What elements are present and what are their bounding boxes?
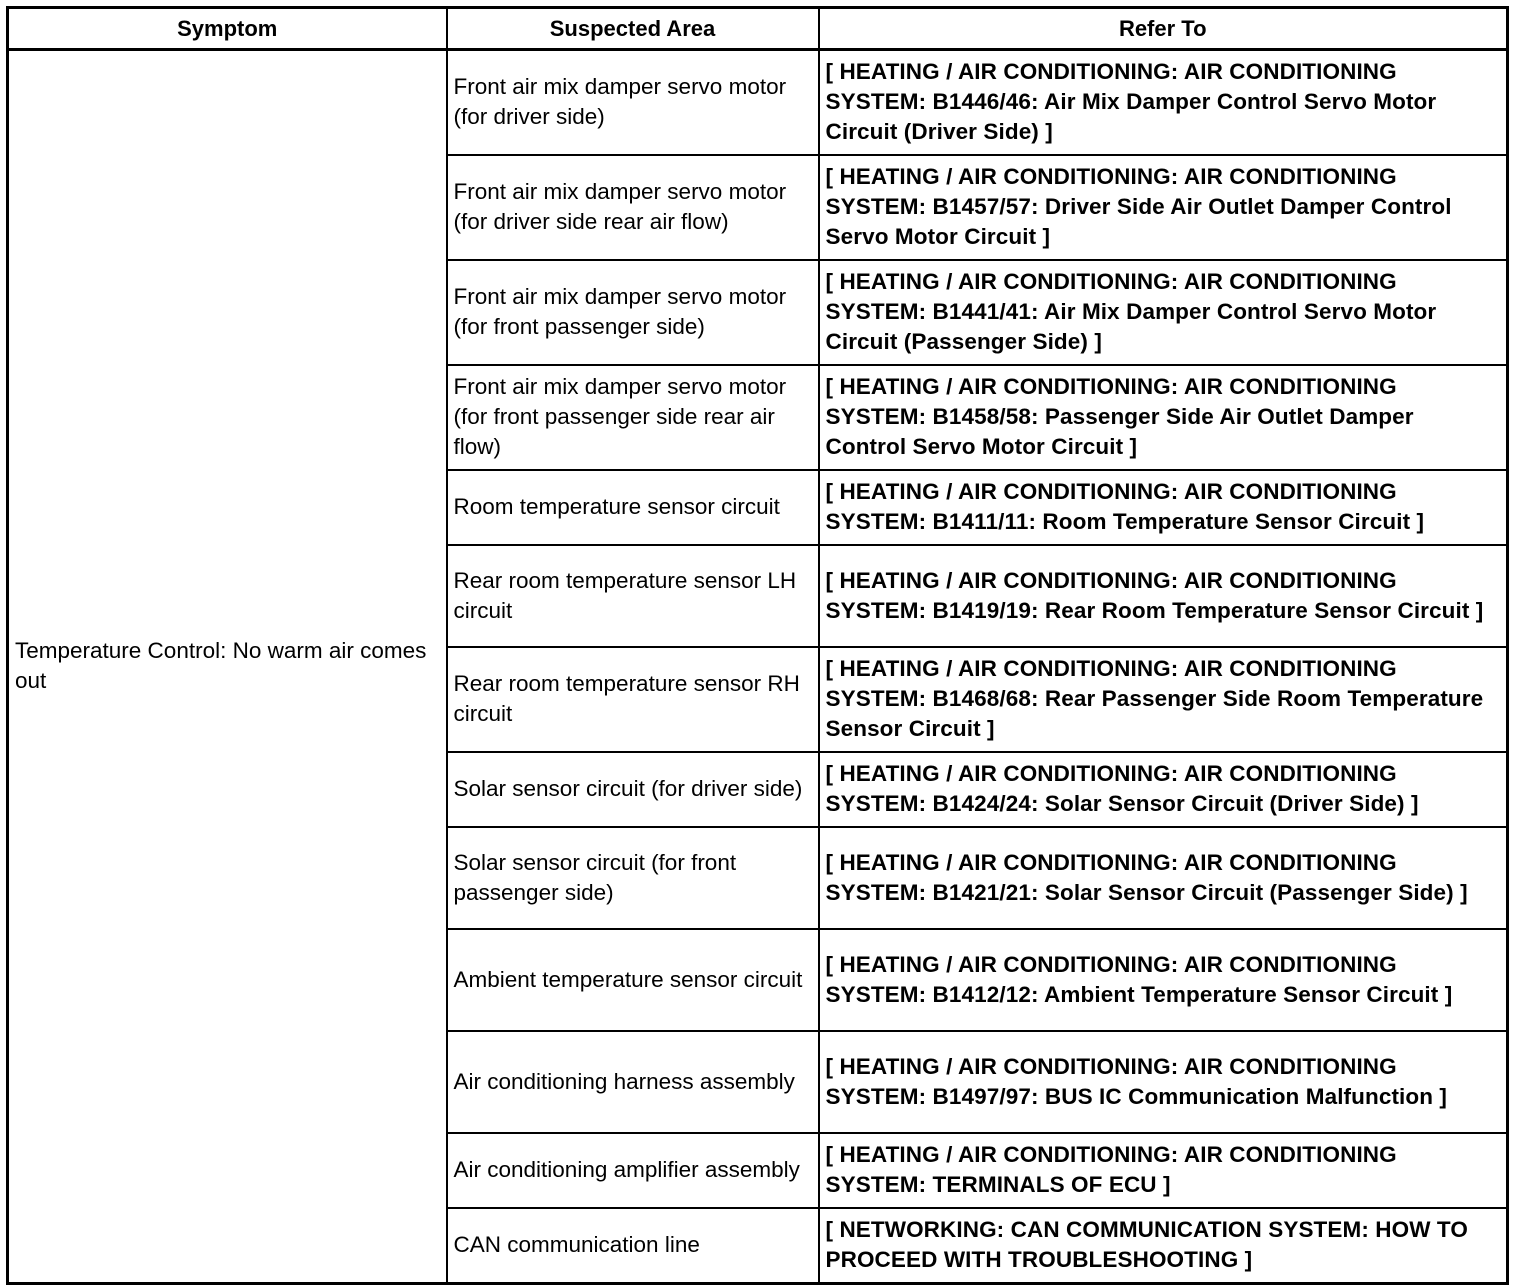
refer-to-link[interactable]: [ HEATING / AIR CONDITIONING: AIR CONDITIONING SYSTEM: B1497/97: BUS IC Communication Malfunction ] <box>819 1031 1508 1133</box>
header-row <box>8 8 1508 50</box>
refer-to-link[interactable]: [ HEATING / AIR CONDITIONING: AIR CONDITIONING SYSTEM: B1457/57: Driver Side Air Outlet Damper Control Servo Motor Circuit ] <box>819 155 1508 260</box>
suspected-area-cell: Ambient temperature sensor circuit <box>447 929 819 1031</box>
troubleshooting-table <box>6 6 1509 1285</box>
table-row <box>8 50 1508 156</box>
suspected-area-cell: Front air mix damper servo motor (for front passenger side rear air flow) <box>447 365 819 470</box>
suspected-area-cell: Front air mix damper servo motor (for front passenger side) <box>447 260 819 365</box>
suspected-area-cell: Front air mix damper servo motor (for driver side rear air flow) <box>447 155 819 260</box>
suspected-area-cell: CAN communication line <box>447 1208 819 1284</box>
refer-to-link[interactable]: [ HEATING / AIR CONDITIONING: AIR CONDITIONING SYSTEM: B1446/46: Air Mix Damper Control Servo Motor Circuit (Driver Side) ] <box>819 50 1508 156</box>
suspected-area-cell: Air conditioning amplifier assembly <box>447 1133 819 1208</box>
refer-to-link[interactable]: [ HEATING / AIR CONDITIONING: AIR CONDITIONING SYSTEM: B1419/19: Rear Room Temperature Sensor Circuit ] <box>819 545 1508 647</box>
refer-to-link[interactable]: [ NETWORKING: CAN COMMUNICATION SYSTEM: HOW TO PROCEED WITH TROUBLESHOOTING ] <box>819 1208 1508 1284</box>
suspected-area-cell: Rear room temperature sensor LH circuit <box>447 545 819 647</box>
suspected-area-cell: Solar sensor circuit (for driver side) <box>447 752 819 827</box>
refer-to-link[interactable]: [ HEATING / AIR CONDITIONING: AIR CONDITIONING SYSTEM: B1412/12: Ambient Temperature Sensor Circuit ] <box>819 929 1508 1031</box>
header-symptom: Symptom <box>8 8 447 50</box>
refer-to-link[interactable]: [ HEATING / AIR CONDITIONING: AIR CONDITIONING SYSTEM: B1468/68: Rear Passenger Side Room Temperature Sensor Circuit ] <box>819 647 1508 752</box>
suspected-area-cell: Solar sensor circuit (for front passenger side) <box>447 827 819 929</box>
suspected-area-cell: Front air mix damper servo motor (for driver side) <box>447 50 819 156</box>
refer-to-link[interactable]: [ HEATING / AIR CONDITIONING: AIR CONDITIONING SYSTEM: B1441/41: Air Mix Damper Control Servo Motor Circuit (Passenger Side) ] <box>819 260 1508 365</box>
header-suspected-area: Suspected Area <box>447 8 819 50</box>
refer-to-link[interactable]: [ HEATING / AIR CONDITIONING: AIR CONDITIONING SYSTEM: B1424/24: Solar Sensor Circuit (Driver Side) ] <box>819 752 1508 827</box>
refer-to-link[interactable]: [ HEATING / AIR CONDITIONING: AIR CONDITIONING SYSTEM: B1411/11: Room Temperature Sensor Circuit ] <box>819 470 1508 545</box>
refer-to-link[interactable]: [ HEATING / AIR CONDITIONING: AIR CONDITIONING SYSTEM: B1458/58: Passenger Side Air Outlet Damper Control Servo Motor Circuit ] <box>819 365 1508 470</box>
suspected-area-cell: Room temperature sensor circuit <box>447 470 819 545</box>
symptom-cell: Temperature Control: No warm air comes out <box>8 50 447 1284</box>
suspected-area-cell: Air conditioning harness assembly <box>447 1031 819 1133</box>
refer-to-link[interactable]: [ HEATING / AIR CONDITIONING: AIR CONDITIONING SYSTEM: B1421/21: Solar Sensor Circuit (Passenger Side) ] <box>819 827 1508 929</box>
refer-to-link[interactable]: [ HEATING / AIR CONDITIONING: AIR CONDITIONING SYSTEM: TERMINALS OF ECU ] <box>819 1133 1508 1208</box>
suspected-area-cell: Rear room temperature sensor RH circuit <box>447 647 819 752</box>
header-refer-to: Refer To <box>819 8 1508 50</box>
